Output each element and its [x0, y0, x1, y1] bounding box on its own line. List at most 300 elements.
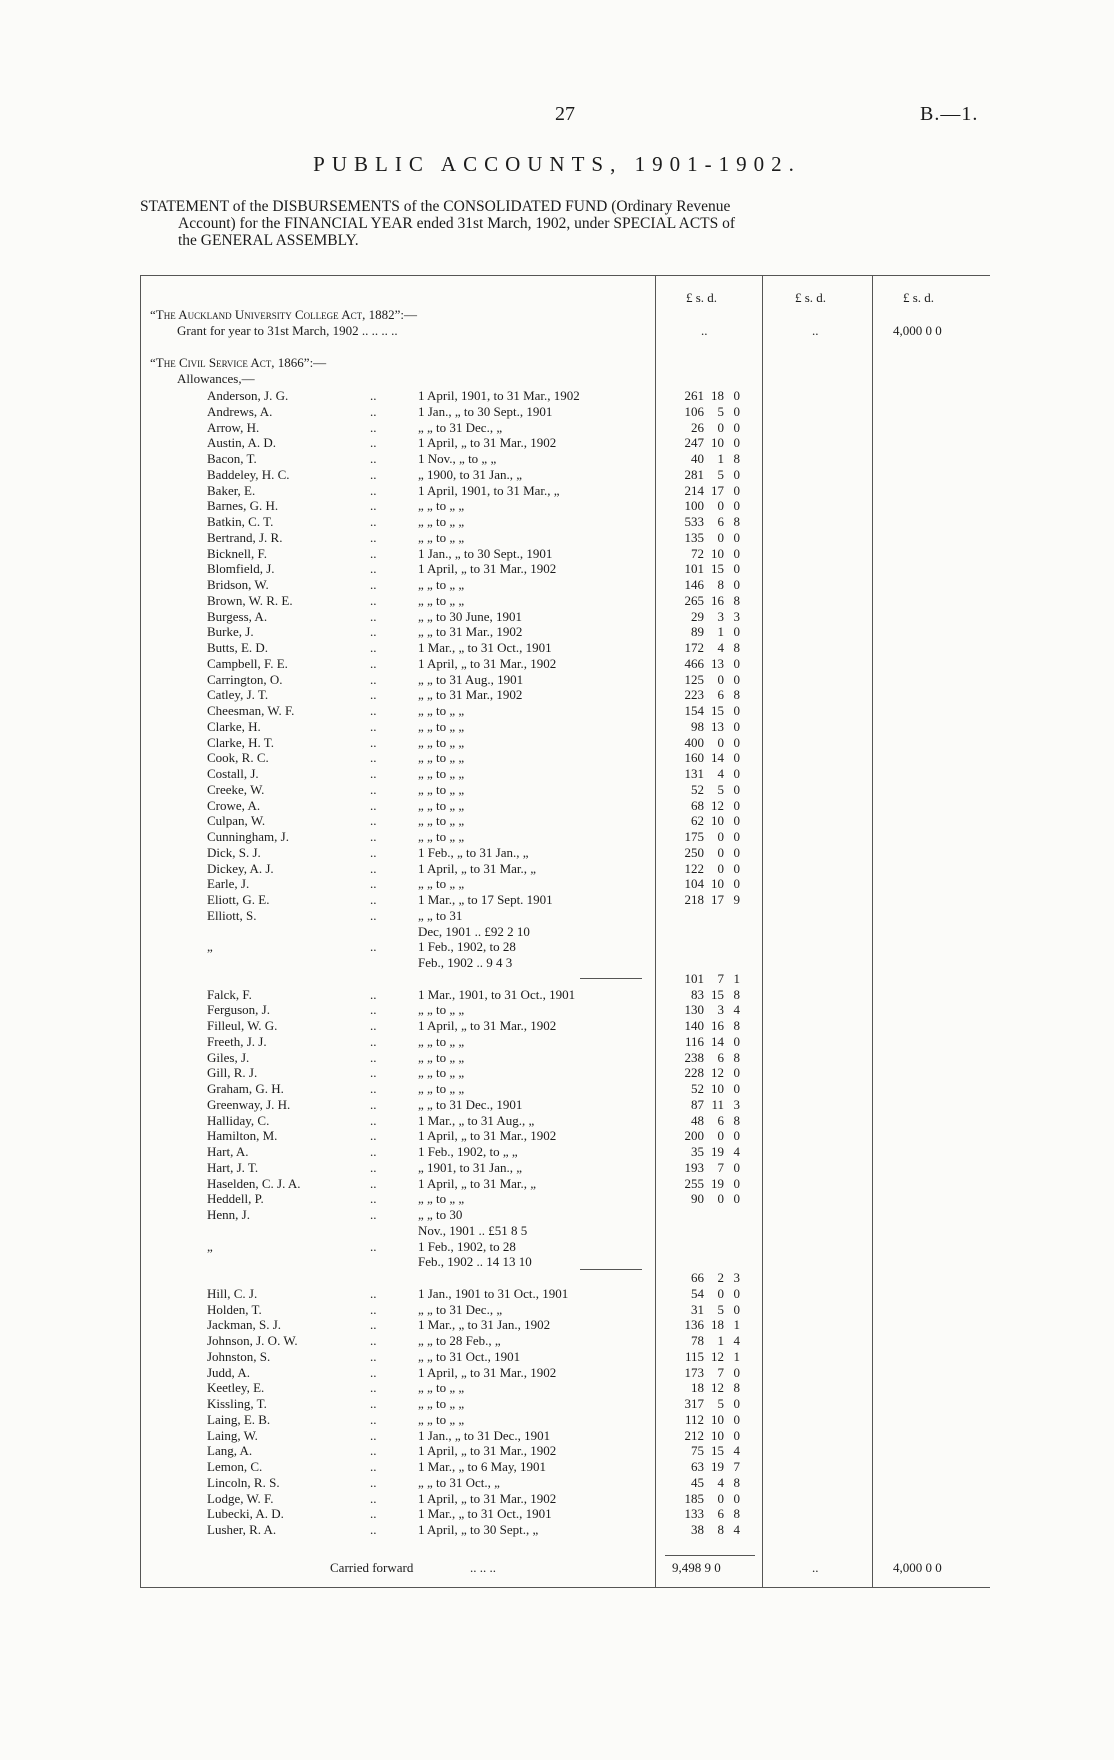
payee-name: Cook, R. C.	[207, 750, 269, 766]
amount-shillings: 10	[711, 545, 724, 561]
amount-pence: 0	[733, 1175, 740, 1191]
leader-dots: ..	[370, 1443, 377, 1459]
payee-name: Butts, E. D.	[207, 640, 269, 655]
amount-pence: 0	[733, 1285, 740, 1301]
period-text: 1 Mar., „ to 6 May, 1901	[418, 1459, 547, 1474]
amount-shillings: 19	[711, 1459, 724, 1474]
leader-dots: ..	[370, 813, 377, 829]
leader-dots: ..	[370, 1301, 377, 1317]
amount-shillings: 7	[717, 1159, 724, 1175]
civil-service-act-title: “The Civil Service Act, 1866”:—	[150, 355, 327, 370]
amount-pounds: 265	[684, 592, 704, 608]
amount-shillings: 0	[717, 829, 724, 844]
table-row	[0, 561, 1114, 577]
leader-dots: ..	[370, 451, 377, 466]
leader-dots: ..	[370, 592, 377, 608]
amount-pounds: 135	[684, 529, 704, 545]
table-row	[0, 1223, 1114, 1239]
amount-pence: 0	[733, 860, 740, 876]
leader-dots: ..	[370, 1333, 377, 1348]
leader-dots: ..	[370, 1112, 377, 1128]
amount-shillings: 16	[711, 592, 724, 608]
amount-pence: 0	[733, 876, 740, 892]
allowances-label: Allowances,—	[177, 371, 255, 386]
amount-pounds: 193	[684, 1159, 704, 1175]
carried-forward-dots: .. .. ..	[470, 1560, 496, 1575]
period-text: Nov., 1901 .. £51 8 5	[418, 1222, 528, 1238]
amount-pence: 3	[733, 1096, 740, 1112]
payee-name: Bicknell, F.	[207, 545, 267, 561]
period-text: 1 April, „ to 31 Mar., 1902	[418, 1443, 557, 1459]
payee-name: Lusher, R. A.	[207, 1522, 277, 1537]
payee-name: Brown, W. R. E.	[207, 592, 293, 608]
table-row	[0, 1365, 1114, 1381]
period-text: „ 1901, to 31 Jan., „	[418, 1159, 522, 1175]
amount-shillings: 0	[717, 671, 724, 687]
amount-pounds: 66	[691, 1270, 704, 1285]
amount-pence: 4	[733, 1522, 740, 1537]
payee-name: Catley, J. T.	[207, 687, 269, 703]
table-row	[0, 876, 1114, 892]
amount-shillings: 18	[711, 1317, 724, 1333]
amount-pence: 0	[733, 529, 740, 545]
amount-pence: 4	[733, 1443, 740, 1459]
period-text: 1 Mar., „ to 31 Jan., 1902	[418, 1317, 551, 1333]
amount-pounds: 90	[691, 1191, 704, 1207]
period-text: 1 Feb., 1902, to 28	[418, 939, 516, 955]
leader-dots: ..	[370, 1144, 377, 1159]
table-row	[0, 1428, 1114, 1444]
payee-name: Bridson, W.	[207, 577, 269, 592]
amount-pounds: 200	[684, 1128, 704, 1144]
payee-name: Baker, E.	[207, 482, 256, 498]
payee-name: Laing, E. B.	[207, 1411, 271, 1427]
amount-shillings: 1	[717, 624, 724, 640]
amount-pence: 8	[733, 986, 740, 1002]
amount-pounds: 62	[691, 813, 704, 829]
amount-pounds: 146	[684, 577, 704, 592]
table-row	[0, 640, 1114, 656]
payee-name: Culpan, W.	[207, 813, 266, 829]
table-row	[0, 798, 1114, 814]
amount-pence: 1	[733, 970, 740, 986]
table-row	[0, 420, 1114, 436]
leader-dots: ..	[370, 1490, 377, 1506]
amount-shillings: 10	[711, 813, 724, 829]
amount-pence: 0	[733, 1081, 740, 1096]
table-row	[0, 1302, 1114, 1318]
table-row	[0, 719, 1114, 735]
amount-pounds: 400	[684, 734, 704, 750]
leader-dots: ..	[370, 1380, 377, 1396]
table-row	[0, 1128, 1114, 1144]
amount-pounds: 255	[684, 1175, 704, 1191]
payee-name: Blomfield, J.	[207, 561, 275, 577]
amount-pounds: 45	[691, 1474, 704, 1490]
amount-pounds: 26	[691, 419, 704, 435]
leader-dots: ..	[370, 1002, 377, 1018]
amount-pounds: 214	[684, 482, 704, 498]
payee-name: Hart, J. T.	[207, 1159, 259, 1175]
table-row	[0, 987, 1114, 1003]
period-text: „ „ to „ „	[418, 734, 465, 750]
amount-shillings: 13	[711, 655, 724, 671]
period-text: 1 Jan., 1901 to 31 Oct., 1901	[418, 1285, 569, 1301]
leader-dots: ..	[370, 734, 377, 750]
amount-shillings: 17	[711, 482, 724, 498]
table-row	[0, 656, 1114, 672]
payee-name: Graham, G. H.	[207, 1081, 284, 1096]
period-text: 1 April, „ to 31 Mar., 1902	[418, 655, 557, 671]
amount-pounds: 106	[684, 403, 704, 419]
amount-shillings: 14	[711, 750, 724, 766]
leader-dots: ..	[370, 1081, 377, 1096]
amount-pence: 0	[733, 435, 740, 451]
payee-name: Burgess, A.	[207, 608, 268, 624]
period-text: „ „ to 30 June, 1901	[418, 608, 522, 624]
period-text: „ „ to „ „	[418, 514, 465, 529]
leader-dots: ..	[370, 766, 377, 781]
amount-pounds: 63	[691, 1459, 704, 1474]
leader-dots: ..	[370, 671, 377, 687]
table-row	[0, 1239, 1114, 1255]
leader-dots: ..	[370, 561, 377, 577]
period-text: 1 April, 1901, to 31 Mar., 1902	[418, 388, 580, 403]
amount-pounds: 223	[684, 687, 704, 703]
subtotal-rule-elliott	[580, 978, 642, 979]
amount-pence: 0	[733, 734, 740, 750]
amount-pounds: 52	[691, 1081, 704, 1096]
amount-pence: 0	[733, 482, 740, 498]
amount-shillings: 10	[711, 1081, 724, 1096]
amount-pounds: 466	[684, 655, 704, 671]
leader-dots: ..	[370, 1348, 377, 1364]
amount-pence: 0	[733, 388, 740, 403]
amount-shillings: 6	[717, 514, 724, 529]
amount-shillings: 15	[711, 986, 724, 1002]
payee-name: Cunningham, J.	[207, 829, 289, 844]
period-text: „ „ to 31 Mar., 1902	[418, 687, 523, 703]
amount-pounds: 98	[691, 718, 704, 734]
amount-pounds: 112	[684, 1411, 704, 1427]
statement-intro	[140, 198, 1000, 249]
amount-shillings: 17	[711, 892, 724, 907]
amount-shillings: 0	[717, 860, 724, 876]
leader-dots: ..	[370, 797, 377, 813]
amount-pence: 4	[733, 1144, 740, 1159]
leader-dots: ..	[370, 718, 377, 734]
table-row	[0, 1081, 1114, 1097]
leader-dots: ..	[370, 1459, 377, 1474]
carried-forward-col2: ..	[812, 1560, 819, 1575]
amount-shillings: 0	[717, 1191, 724, 1207]
leader-dots: ..	[370, 545, 377, 561]
payee-name: Clarke, H.	[207, 718, 261, 734]
amount-pence: 1	[733, 1317, 740, 1333]
table-row	[0, 813, 1114, 829]
amount-pence: 0	[733, 766, 740, 781]
amount-pence: 0	[733, 703, 740, 718]
leader-dots: ..	[370, 986, 377, 1002]
carried-forward-label: Carried forward	[330, 1560, 414, 1575]
table-row	[0, 1380, 1114, 1396]
auckland-grant-label: Grant for year to 31st March, 1902 .. .. .. ..	[177, 323, 398, 338]
payee-name: Laing, W.	[207, 1427, 258, 1443]
amount-pounds: 48	[691, 1112, 704, 1128]
amount-pence: 0	[733, 624, 740, 640]
amount-pounds: 133	[684, 1506, 704, 1522]
payee-name: Ferguson, J.	[207, 1002, 270, 1018]
amount-pence: 0	[733, 1033, 740, 1049]
leader-dots: ..	[370, 876, 377, 892]
amount-pounds: 89	[691, 624, 704, 640]
table-row	[0, 1144, 1114, 1160]
amount-pounds: 218	[684, 892, 704, 907]
table-row	[0, 1191, 1114, 1207]
payee-name: Halliday, C.	[207, 1112, 270, 1128]
payee-name: Barnes, G. H.	[207, 498, 279, 514]
amount-pounds: 31	[691, 1301, 704, 1317]
amount-shillings: 13	[711, 718, 724, 734]
amount-pence: 8	[733, 640, 740, 655]
amount-shillings: 7	[717, 1364, 724, 1380]
period-text: 1 April, 1901, to 31 Mar., „	[418, 482, 560, 498]
payee-name: Andrews, A.	[207, 403, 273, 419]
amount-pounds: 185	[684, 1490, 704, 1506]
payee-name: Austin, A. D.	[207, 435, 276, 451]
payee-name: Hill, C. J.	[207, 1285, 258, 1301]
payee-name: Hamilton, M.	[207, 1128, 278, 1144]
amount-pounds: 75	[691, 1443, 704, 1459]
period-text: 1 Jan., „ to 30 Sept., 1901	[418, 403, 553, 419]
amount-shillings: 0	[717, 844, 724, 860]
payee-name: Filleul, W. G.	[207, 1018, 278, 1033]
leader-dots: ..	[370, 482, 377, 498]
amount-pounds: 104	[684, 876, 704, 892]
payee-name: Carrington, O.	[207, 671, 283, 687]
amount-shillings: 0	[717, 1490, 724, 1506]
period-text: „ „ to 31 Dec., „	[418, 1301, 503, 1317]
amount-shillings: 1	[717, 451, 724, 466]
period-text: „ „ to 31 Oct., „	[418, 1474, 500, 1490]
amount-shillings: 0	[717, 498, 724, 514]
period-text: „ „ to „ „	[418, 1380, 465, 1396]
leader-dots: ..	[370, 1474, 377, 1490]
leader-dots: ..	[370, 1506, 377, 1522]
table-row	[0, 1065, 1114, 1081]
period-text: 1 April, „ to 31 Mar., „	[418, 1175, 537, 1191]
period-text: „ „ to 30	[418, 1207, 463, 1222]
period-text: „ „ to „ „	[418, 1065, 465, 1081]
payee-name: Keetley, E.	[207, 1380, 265, 1396]
table-row	[0, 1491, 1114, 1507]
leader-dots: ..	[370, 403, 377, 419]
amount-pounds: 261	[684, 388, 704, 403]
table-row	[0, 1160, 1114, 1176]
leader-dots: ..	[370, 608, 377, 624]
amount-pounds: 122	[684, 860, 704, 876]
table-row	[0, 672, 1114, 688]
payee-name: Henn, J.	[207, 1207, 250, 1222]
payee-name: Dick, S. J.	[207, 844, 261, 860]
amount-pounds: 116	[684, 1033, 704, 1049]
amount-pence: 8	[733, 514, 740, 529]
table-row	[0, 388, 1114, 404]
amount-pounds: 172	[684, 640, 704, 655]
page-number: 27	[555, 103, 575, 125]
leader-dots: ..	[370, 939, 377, 955]
amount-pounds: 54	[691, 1285, 704, 1301]
amount-shillings: 15	[711, 561, 724, 577]
amount-pence: 0	[733, 1364, 740, 1380]
leader-dots: ..	[370, 435, 377, 451]
leader-dots: ..	[370, 687, 377, 703]
amount-pence: 0	[733, 1396, 740, 1411]
amount-pounds: 160	[684, 750, 704, 766]
amount-pence: 0	[733, 813, 740, 829]
table-row	[0, 1459, 1114, 1475]
period-text: „ „ to „ „	[418, 750, 465, 766]
table-row	[0, 467, 1114, 483]
payee-name: Heddell, P.	[207, 1191, 264, 1207]
payee-name: Campbell, F. E.	[207, 655, 288, 671]
payee-name: Crowe, A.	[207, 797, 261, 813]
period-text: „ „ to „ „	[418, 592, 465, 608]
amount-pounds: 87	[691, 1096, 704, 1112]
payee-name: Lodge, W. F.	[207, 1490, 274, 1506]
leader-dots: ..	[370, 781, 377, 797]
period-text: „ „ to „ „	[418, 876, 465, 892]
amount-shillings: 12	[711, 1380, 724, 1396]
period-text: 1 April, „ to 31 Mar., 1902	[418, 435, 557, 451]
period-text: 1 Mar., „ to 31 Aug., „	[418, 1112, 535, 1128]
leader-dots: ..	[370, 1065, 377, 1081]
leader-dots: ..	[370, 1522, 377, 1537]
payee-name: Earle, J.	[207, 876, 250, 892]
amount-shillings: 0	[717, 419, 724, 435]
payee-name: Haselden, C. J. A.	[207, 1175, 301, 1191]
payee-name: Lubecki, A. D.	[207, 1506, 284, 1522]
payee-name: „	[207, 939, 213, 955]
carried-forward-col3: 4,000 0 0	[893, 1560, 942, 1575]
table-row	[0, 514, 1114, 530]
leader-dots: ..	[370, 1285, 377, 1301]
period-text: „ „ to „ „	[418, 797, 465, 813]
amount-pence: 3	[733, 608, 740, 624]
period-text: „ „ to 28 Feb., „	[418, 1333, 501, 1348]
amount-pounds: 18	[691, 1380, 704, 1396]
period-text: „ „ to 31 Mar., 1902	[418, 624, 523, 640]
period-text: „ „ to „ „	[418, 829, 465, 844]
period-text: 1 Feb., 1902, to 28	[418, 1238, 516, 1254]
amount-shillings: 10	[711, 435, 724, 451]
leader-dots: ..	[370, 1411, 377, 1427]
amount-shillings: 1	[717, 1333, 724, 1348]
period-text: „ „ to „ „	[418, 1191, 465, 1207]
table-row	[0, 735, 1114, 751]
payee-name: Johnson, J. O. W.	[207, 1333, 298, 1348]
period-text: 1 Mar., „ to 17 Sept. 1901	[418, 892, 553, 907]
leader-dots: ..	[370, 640, 377, 655]
amount-shillings: 3	[717, 1002, 724, 1018]
amount-pence: 0	[733, 797, 740, 813]
table-row	[0, 1349, 1114, 1365]
amount-pounds: 72	[691, 545, 704, 561]
amount-pounds: 78	[691, 1333, 704, 1348]
amount-shillings: 12	[711, 797, 724, 813]
payee-name: Eliott, G. E.	[207, 892, 270, 907]
amount-pounds: 238	[684, 1049, 704, 1065]
table-row	[0, 1506, 1114, 1522]
leader-dots: ..	[370, 514, 377, 529]
amount-pounds: 38	[691, 1522, 704, 1537]
amount-shillings: 5	[717, 466, 724, 482]
amount-pence: 0	[733, 829, 740, 844]
period-text: „ „ to 31 Dec., „	[418, 419, 503, 435]
leader-dots: ..	[370, 577, 377, 592]
amount-shillings: 4	[717, 640, 724, 655]
payee-name: Greenway, J. H.	[207, 1096, 291, 1112]
amount-pence: 0	[733, 718, 740, 734]
table-row	[0, 1286, 1114, 1302]
amount-pence: 0	[733, 498, 740, 514]
leader-dots: ..	[370, 1033, 377, 1049]
table-row	[0, 1097, 1114, 1113]
table-row	[0, 546, 1114, 562]
amount-pounds: 130	[684, 1002, 704, 1018]
period-text: 1 April, „ to 31 Mar., 1902	[418, 1490, 557, 1506]
table-row	[0, 1254, 1114, 1270]
table-row	[0, 703, 1114, 719]
amount-pence: 0	[733, 655, 740, 671]
amount-shillings: 4	[717, 766, 724, 781]
amount-shillings: 8	[717, 577, 724, 592]
table-row	[0, 766, 1114, 782]
table-row	[0, 593, 1114, 609]
table-row	[0, 1034, 1114, 1050]
amount-shillings: 8	[717, 1522, 724, 1537]
period-text: 1 Feb., 1902, to „ „	[418, 1144, 518, 1159]
amount-pounds: 100	[684, 498, 704, 514]
amount-pence: 4	[733, 1333, 740, 1348]
amount-shillings: 18	[711, 388, 724, 403]
payee-name: Bertrand, J. R.	[207, 529, 283, 545]
leader-dots: ..	[370, 1364, 377, 1380]
amount-pounds: 250	[684, 844, 704, 860]
auckland-grant-amount: 4,000 0 0	[893, 323, 942, 338]
amount-pence: 0	[733, 561, 740, 577]
amount-pounds: 212	[684, 1427, 704, 1443]
leader-dots: ..	[370, 1049, 377, 1065]
payee-name: Cheesman, W. F.	[207, 703, 295, 718]
period-text: 1 Mar., „ to 31 Oct., 1901	[418, 1506, 552, 1522]
table-row	[0, 1475, 1114, 1491]
amount-shillings: 6	[717, 1506, 724, 1522]
amount-pence: 8	[733, 1018, 740, 1033]
table-row	[0, 1443, 1114, 1459]
payee-name: Hart, A.	[207, 1144, 249, 1159]
amount-pence: 0	[733, 844, 740, 860]
amount-pence: 0	[733, 750, 740, 766]
table-row	[0, 1522, 1114, 1538]
period-text: 1 April, „ to 30 Sept., „	[418, 1522, 539, 1537]
amount-shillings: 12	[711, 1348, 724, 1364]
payee-name: Johnston, S.	[207, 1348, 271, 1364]
amount-shillings: 6	[717, 1049, 724, 1065]
amount-pence: 0	[733, 1065, 740, 1081]
period-text: „ „ to „ „	[418, 1411, 465, 1427]
leader-dots: ..	[370, 624, 377, 640]
